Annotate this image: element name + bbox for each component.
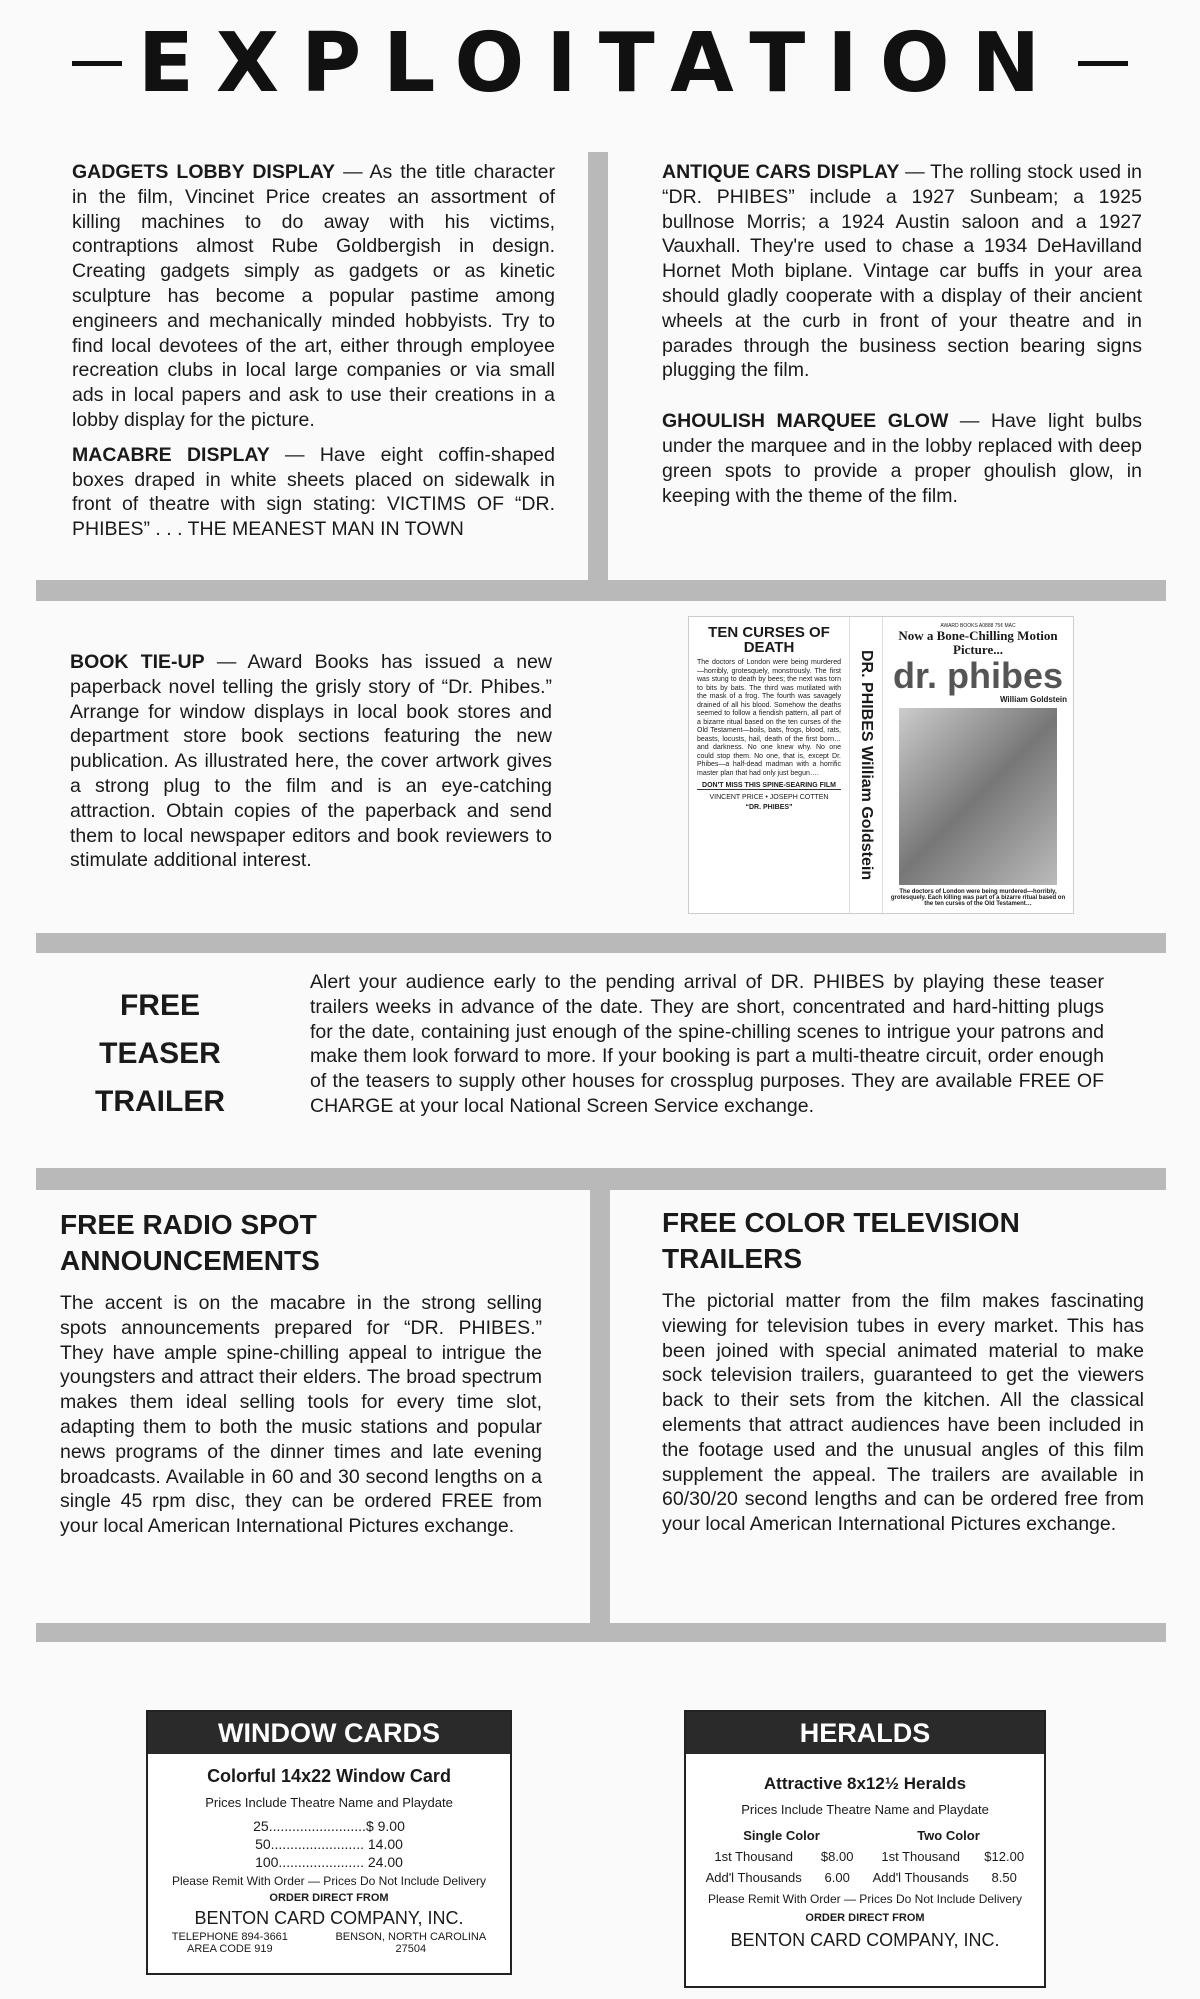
- heading-line: TEASER: [99, 1037, 221, 1070]
- price-row: 50........................ 14.00: [255, 1836, 403, 1852]
- box-remit: Please Remit With Order — Prices Do Not Include Delivery: [171, 1874, 487, 1888]
- section-heading: BOOK TIE-UP: [70, 651, 205, 673]
- box-order: ORDER DIRECT FROM: [269, 1892, 389, 1904]
- vertical-divider: [588, 152, 608, 584]
- cover-back-tag: DON'T MISS THIS SPINE-SEARING FILM: [697, 782, 841, 790]
- section-heading: ANTIQUE CARS DISPLAY: [662, 161, 900, 183]
- cover-back-title: TEN CURSES OF DEATH: [708, 624, 830, 656]
- column-header: Two Color: [917, 1828, 980, 1843]
- radio-section: [60, 1207, 560, 1539]
- section-heading: GHOULISH MARQUEE GLOW: [662, 410, 949, 433]
- cover-author: William Goldstein: [999, 695, 1067, 704]
- section-body: — The rolling stock used in “DR. PHIBES” include a 1927 Sunbeam; a 1925 bullnose Morris; a 1924 Austin saloon and a 1927 Vauxhall. They're used to chase a 1934 DeHavilland Hornet Moth biplane. Vintage car buffs in your area should gladly cooperate with a display of their ancient wheels at the curb in front of your theatre and in parades through the business section bearing signs plugging the film.: [662, 161, 1142, 382]
- cover-photo: [899, 708, 1057, 885]
- cover-back-cast: VINCENT PRICE • JOSEPH COTTEN: [709, 794, 829, 801]
- section-heading: GADGETS LOBBY DISPLAY: [72, 161, 336, 183]
- box-order: ORDER DIRECT FROM: [805, 1912, 925, 1924]
- cover-blurb: The doctors of London were being murdered—horribly, grotesquely. Each killing was part of a bizarre ritual based on the ten curses of the Old Testament…: [890, 889, 1066, 907]
- tv-section: [662, 1205, 1144, 1537]
- box-heading: HERALDS: [686, 1712, 1044, 1754]
- book-cover-image: [688, 616, 1074, 914]
- section-body: — Have light bulbs under the marquee and in the lobby replaced with deep green spots to provide a proper ghoulish glow, in keeping with the theme of the film.: [662, 410, 1142, 507]
- box-subtitle: Colorful 14x22 Window Card: [207, 1766, 451, 1786]
- box-note: Prices Include Theatre Name and Playdate: [205, 1795, 453, 1810]
- cover-back-text: The doctors of London were being murdered—horribly, grotesquely, monstrously. The first was stung to death by bees; the next was torn to bits by bats. The third was mutilated with the mask of a frog. The fourth was savagely drained of all his blood. Somehow the deaths seemed to follow a fiendish pattern, all part of a bizarre ritual based on the ten curses of the Old Testament—boils, bats, frogs, blood, rats, beasts, locusts, hail, death of the first born…and darkness. No one knew why. No one could stop them. No one, that is, except Dr. Phibes—a half-dead madman with a horrific master plan that had only just begun….: [697, 659, 841, 777]
- cell: 1st Thousand: [881, 1849, 960, 1864]
- cell: 6.00: [824, 1870, 850, 1885]
- horizontal-divider: [36, 1168, 1166, 1190]
- city: BENSON, NORTH CAROLINA: [335, 1931, 487, 1943]
- window-cards-box: [146, 1710, 512, 1975]
- box-company: BENTON CARD COMPANY, INC.: [194, 1908, 464, 1928]
- horizontal-divider: [36, 933, 1166, 953]
- cell: $8.00: [820, 1849, 854, 1864]
- cell: $12.00: [984, 1849, 1025, 1864]
- heading-line: TRAILER: [95, 1085, 225, 1118]
- cover-tagline: Now a Bone-Chilling Motion Picture...: [898, 628, 1058, 657]
- column-header: Single Color: [743, 1828, 820, 1843]
- box-remit: Please Remit With Order — Prices Do Not Include Delivery: [707, 1892, 1023, 1906]
- page-title: [0, 15, 1200, 111]
- cell: 8.50: [991, 1870, 1017, 1885]
- zip: 27504: [395, 1943, 427, 1955]
- section-body: — As the title character in the film, Vincinet Price creates an assortment of killing machines to do away with his victims, contraptions almost Rube Goldbergish in design. Creating gadgets simply as gadgets or as kinetic sculpture has become a popular pastime among engineers and mechanically minded hobbyists. Try to find local devotees of the art, either through employee recreation clubs in local large companies or via small ads in local papers and ask to use their creations in a lobby display for the picture.: [72, 161, 555, 431]
- box-company: BENTON CARD COMPANY, INC.: [730, 1930, 1000, 1950]
- divider: [1078, 61, 1128, 66]
- section-body: — Have eight coffin-shaped boxes draped in white sheets placed on sidewalk in front of theatre with sign stating: VICTIMS OF “DR. PHIBES” . . . THE MEANEST MAN IN TOWN: [72, 443, 555, 541]
- cover-front: [883, 617, 1073, 913]
- cell: Add'l Thousands: [705, 1870, 802, 1885]
- cover-publisher: AWARD BOOKS A0888 75¢ MAC: [940, 623, 1016, 629]
- title-text: EXPLOITATION: [137, 15, 1063, 111]
- cover-back-film: “DR. PHIBES”: [745, 804, 793, 811]
- phone: TELEPHONE 894-3661: [171, 1931, 288, 1943]
- gadgets-section: [72, 160, 555, 542]
- book-section: [70, 650, 552, 873]
- price-row: 25.........................$ 9.00: [253, 1818, 405, 1834]
- vertical-divider: [590, 1190, 610, 1625]
- section-heading: MACABRE DISPLAY: [72, 443, 270, 466]
- cover-spine: DR. PHIBES William Goldstein: [849, 617, 883, 913]
- section-heading: FREE COLOR TELEVISION TRAILERS: [662, 1207, 1020, 1274]
- teaser-heading: [60, 982, 260, 1126]
- box-note: Prices Include Theatre Name and Playdate: [741, 1802, 989, 1817]
- teaser-body: Alert your audience early to the pending arrival of DR. PHIBES by playing these teaser trailers weeks in advance of the date. They are short, concentrated and hard-hitting plugs for the date, containing just enough of the spine-chilling scenes to intrigue your patrons and make them look forward to more. If your booking is part a multi-theatre circuit, order enough of the teasers to supply other houses for crossplug purposes. They are available FREE OF CHARGE at your local National Screen Service exchange.: [310, 971, 1104, 1117]
- divider: [72, 61, 122, 66]
- cover-logo: dr. phibes: [892, 655, 1064, 696]
- horizontal-divider: [36, 580, 1166, 601]
- price-row: 100...................... 24.00: [255, 1854, 403, 1870]
- cell: 1st Thousand: [714, 1849, 793, 1864]
- horizontal-divider: [36, 1623, 1166, 1642]
- area-code: AREA CODE 919: [187, 1943, 273, 1955]
- section-heading: FREE RADIO SPOT ANNOUNCEMENTS: [60, 1209, 320, 1276]
- section-body: — Award Books has issued a new paperback novel telling the grisly story of “Dr. Phibes.” Arrange for window displays in local book stores and department store book sections featuring the new publication. As illustrated here, the cover artwork gives a strong plug to the film and is an eye-catching attraction. Obtain copies of the paperback and send them to local newspaper editors and book reviewers to stimulate additional interest.: [70, 651, 552, 872]
- cover-back: [689, 617, 849, 913]
- cars-section: [662, 160, 1142, 508]
- heralds-box: [684, 1710, 1046, 1988]
- heading-line: FREE: [119, 989, 200, 1022]
- box-heading: WINDOW CARDS: [148, 1712, 510, 1754]
- cell: Add'l Thousands: [872, 1870, 969, 1885]
- section-body: The pictorial matter from the film makes fascinating viewing for television tubes in every market. This has been joined with special animated material to make sock television trailers, guaranteed to get the viewers back to their sets from the kitchen. All the classical elements that attract audiences have been included in the footage used and the unusual angles of this film supplement the appeal. The trailers are available in 60/30/20 second lengths and can be ordered free from your local American International Pictures exchange.: [662, 1290, 1144, 1536]
- section-body: The accent is on the macabre in the strong selling spots announcements prepared for “DR. PHIBES.” They have ample spine-chilling appeal to intrigue the youngsters and attract their elders. The broad spectrum makes them ideal selling tools for every time slot, adapting them to both the music stations and popular news programs of the dinner times and late evening broadcasts. Available in 60 and 30 second lengths on a single 45 rpm disc, they can be ordered FREE from your local American International Pictures exchange.: [60, 1292, 542, 1538]
- box-subtitle: Attractive 8x12½ Heralds: [763, 1774, 967, 1793]
